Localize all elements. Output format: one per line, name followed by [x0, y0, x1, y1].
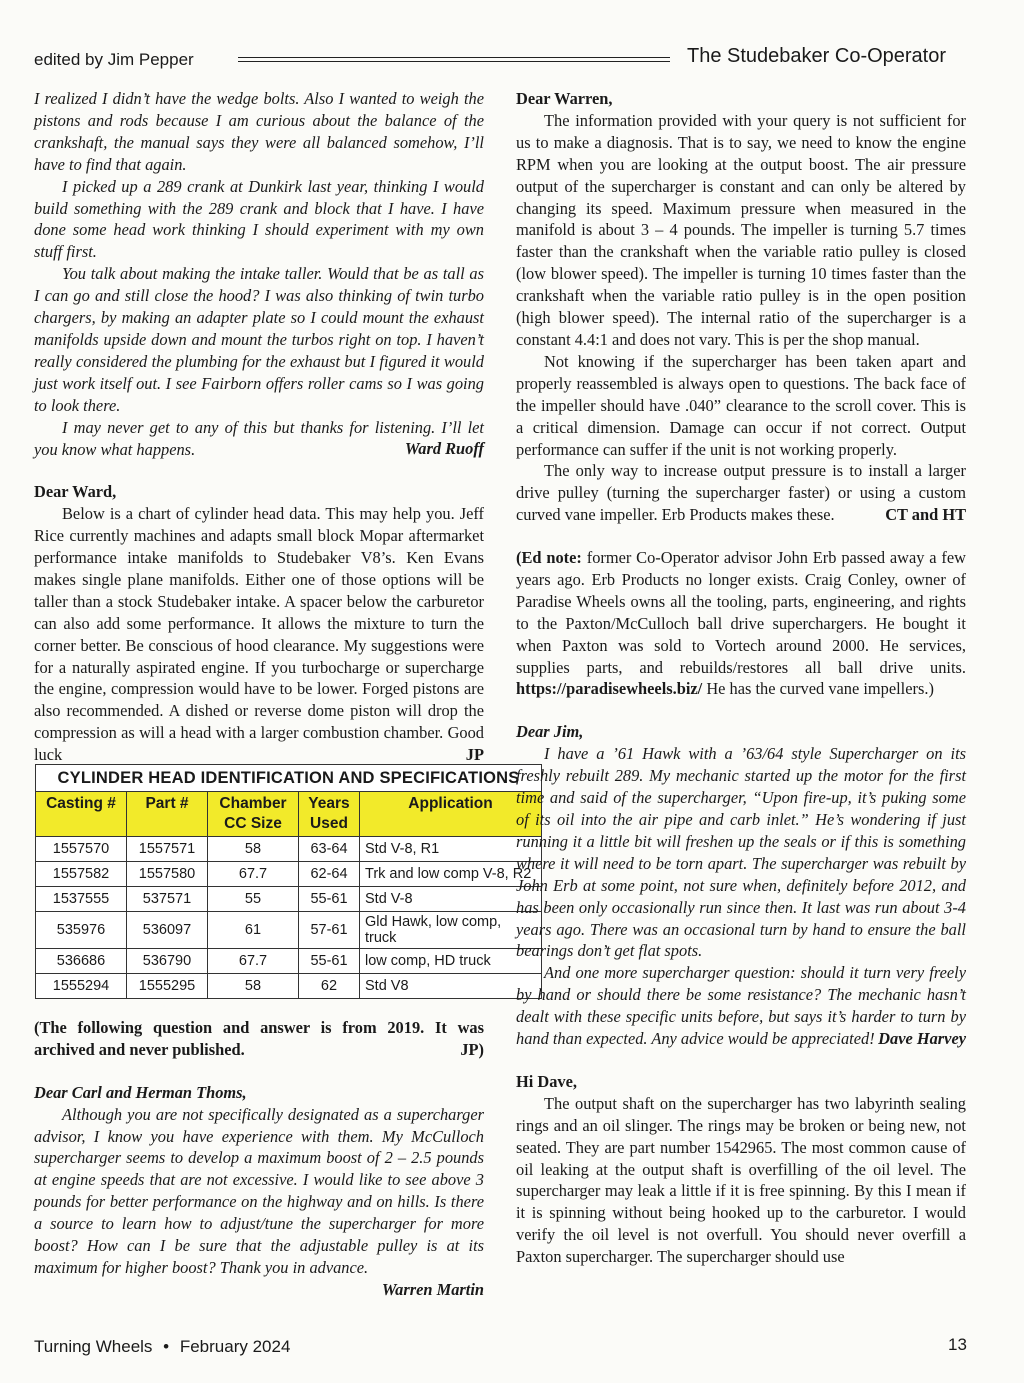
footer-separator: • [163, 1337, 170, 1356]
table-cell: 537571 [127, 887, 208, 912]
archive-note-signature: JP) [460, 1039, 484, 1059]
table-cell: 1537555 [36, 887, 127, 912]
page-number: 13 [948, 1335, 967, 1354]
question-body: Although you are not specifically designated as a supercharger advisor, I know you have experience with them. My McCulloch supercharger seems to develop a maximum boost of 2 – 2.5 pounds at engine speeds that are not excessive. I would like to see above 3 pounds for better performance on the highway and on hills. Is there a source to learn how to adjust/tune the supercharger for more boost? How can I be sure that the adjustable pulley is at its maximum for higher boost? Thank you in advance. [34, 1104, 484, 1277]
answer-body: The output shaft on the supercharger has two labyrinth sealing rings and an oil slinger. The rings may be broken or being new, not seated. They are part number 1542965. The most common cause of oil leaking at the output shaft is overfilling of the oil level. The supercharger may leak a little if it is free spinning. By this I mean if it is spinning without being hooked up to the carburetor. I would verify the oil level is not overfull. You should never overfill a Paxton supercharger. The supercharger should use [516, 1093, 966, 1267]
reply-signature-row [34, 744, 484, 766]
editor-note-tail: He has the curved vane impellers.) [706, 679, 934, 699]
table-cell: Std V-8, R1 [360, 837, 542, 862]
table-cell: 62 [299, 974, 360, 999]
page-footer [34, 1337, 290, 1357]
table-header: Years Used [299, 792, 360, 837]
table-row [36, 837, 542, 862]
table-cell: 55 [208, 887, 299, 912]
question-signature: Warren Martin [381, 1279, 484, 1299]
table-cell: 1557582 [36, 862, 127, 887]
table-header: Part # [127, 792, 208, 837]
table-row [36, 974, 542, 999]
table-header: Application [360, 792, 542, 837]
table-cell: Gld Hawk, low comp, truck [360, 912, 542, 949]
table-cell: 1557580 [127, 862, 208, 887]
paradise-wheels-link[interactable]: https://paradisewheels.biz/ [516, 679, 703, 699]
header-rule [238, 57, 670, 62]
magazine-name: Turning Wheels [34, 1337, 153, 1356]
table-cell: 1557571 [127, 837, 208, 862]
table-title: CYLINDER HEAD IDENTIFICATION AND SPECIFICATIONS [36, 765, 542, 792]
table-row [36, 949, 542, 974]
table-row [36, 912, 542, 949]
table-cell: 57-61 [299, 912, 360, 949]
table-cell: 1555295 [127, 974, 208, 999]
table-cell: 536686 [36, 949, 127, 974]
issue-date: February 2024 [179, 1337, 291, 1356]
table-cell: 535976 [36, 912, 127, 949]
table-cell: 67.7 [208, 862, 299, 887]
answer-paragraph: The only way to increase output pressure is to install a larger drive pulley (turning the supercharger faster) or using a custom curved vane impeller. Erb Products makes these. [516, 461, 966, 525]
table-cell: 536097 [127, 912, 208, 949]
question-signature: Dave Harvey [878, 1028, 966, 1048]
letter-signature: Ward Ruoff [404, 439, 484, 459]
table-cell: 67.7 [208, 949, 299, 974]
editor-credit: edited by Jim Pepper [34, 50, 194, 69]
letter-paragraph: You talk about making the intake taller. Would that be as tall as I can go and still close the hood? I was also thinking of twin turbo chargers, by making an adapter plate so I could mount the exhaust manifolds upside down and mount the turbos right on top. I haven’t really considered the plumbing for the exhaust but I figured it would just work itself out. I see Fairborn offers roller cams so I was going to look there. [34, 264, 484, 415]
cylinder-head-table [35, 764, 542, 999]
editor-note-lead: (Ed note: [516, 548, 582, 568]
reply-salutation: Dear Ward, [34, 482, 117, 502]
letter-paragraph: I picked up a 289 crank at Dunkirk last year, thinking I would build something with the 289 crank and block that I have. I have done some head work thinking I should experiment with my own stuff first. [34, 176, 484, 262]
table-cell: Std V-8 [360, 887, 542, 912]
editor-note [516, 547, 966, 700]
answer-salutation: Hi Dave, [516, 1071, 578, 1091]
table-cell: 58 [208, 837, 299, 862]
answer-signature: CT and HT [885, 505, 966, 525]
reply-body: Below is a chart of cylinder head data. This may help you. Jeff Rice currently machines and adapts small block Mopar aftermarket performance intake manifolds to Studebaker V8’s. Ken Evans makes single plane manifolds. Either one of those options will be taller than a stock Studebaker intake. A spacer below the carburetor can also add some performance. It allows the mixture to turn the corner better. Be conscious of hood clearance. My suggestions were for a naturally aspirated engine. If you turbocharge or supercharge the engine, compression would have to be lower. Forged pistons are also recommended. A dished or reverse dome piston will drop the compression as will a head with a larger combustion chamber. Good luck [34, 504, 484, 765]
left-column-lower [34, 1017, 484, 1301]
letter-paragraph: I realized I didn’t have the wedge bolts. Also I wanted to weigh the pistons and rods because I am curious about the balance of the crankshaft, the manual says they were all balanced somehow, I’ll have to find that again. [34, 89, 484, 174]
question-salutation: Dear Jim, [516, 722, 584, 742]
question-paragraph: And one more supercharger question: should it turn very freely by hand or should there be some resistance? The mechanic hasn’t dealt with these specific units before, but says it’s harder to turn by hand than expected. Any advice would be appreciated! [516, 963, 966, 1049]
question-paragraph: I have a ’61 Hawk with a ’63/64 style Supercharger on its freshly rebuilt 289. My mechanic started up the motor for the first time and said of the supercharger, “Upon fire-up, it’s puking some of its oil into the air pipe and carb inlet.” He’s wondering if just running it a little bit will freshen up the seals or if this is something where it will need to be torn apart. The supercharger was rebuilt by John Erb at some point, not sure when, definitely before 2012, and has been only occasionally run since then. It last was run about 3-4 years ago. There was an occasional turn by hand to ensure the ball bearings don’t get flat spots. [516, 744, 966, 961]
answer-paragraph: The information provided with your query is not sufficient for us to make a diagnosis. That is to say, we need to know the engine RPM when you are looking at the output boost. The air pressure output of the supercharger is constant and can only be altered by changing its speed. Maximum pressure when measured in the manifold is about 3 – 4 pounds. The impeller is turning 5.7 times faster than the crankshaft when the variable ratio pulley is closed (low blower speed). The impeller is turning 10 times faster than the crankshaft when the variable ratio pulley is in the open position (high blower speed). The internal ratio of the supercharger is a constant 4.4:1 and does not vary. This is per the shop manual. [516, 110, 966, 349]
reply-signature: JP [465, 745, 484, 765]
left-column-upper [34, 88, 484, 766]
table-header: Casting # [36, 792, 127, 837]
right-column [516, 88, 966, 1268]
table-cell: Std V8 [360, 974, 542, 999]
table-cell: Trk and low comp V-8, R2 [360, 862, 542, 887]
table-row [36, 887, 542, 912]
table-cell: 63-64 [299, 837, 360, 862]
letter-paragraph: I may never get to any of this but thanks for listening. I’ll let you know what happens. [34, 417, 484, 459]
table-cell: low comp, HD truck [360, 949, 542, 974]
archive-note-text: (The following question and answer is from 2019. It was archived and never published. [34, 1018, 484, 1059]
table-cell: 536790 [127, 949, 208, 974]
column-title: The Studebaker Co-Operator [687, 45, 947, 67]
answer-paragraph: Not knowing if the supercharger has been taken apart and properly reassembled is always open to questions. The back face of the impeller should have .040” clearance to the scroll cover. This is a critical dimension. Damage can occur if not correct. Output performance can suffer if the unit is not working properly. [516, 351, 966, 459]
table-cell: 55-61 [299, 887, 360, 912]
table-cell: 58 [208, 974, 299, 999]
table-cell: 1557570 [36, 837, 127, 862]
table-cell: 55-61 [299, 949, 360, 974]
editor-note-body: former Co-Operator advisor John Erb passed away a few years ago. Erb Products no longer exists. Craig Conley, owner of Paradise Wheels owns all the tooling, parts, engineering, and rights to the Paxton/McCulloch ball drive superchargers. He bought it when Paxton was sold to Vortech around 2000. He services, supplies parts, and rebuilds/restores all ball drive units. [516, 548, 966, 677]
table-header: Chamber CC Size [208, 792, 299, 837]
table-cell: 61 [208, 912, 299, 949]
question-signature-row [34, 1279, 484, 1301]
table-row [36, 862, 542, 887]
question-salutation: Dear Carl and Herman Thoms, [34, 1082, 247, 1102]
answer-salutation: Dear Warren, [516, 89, 613, 108]
table-cell: 1555294 [36, 974, 127, 999]
table-cell: 62-64 [299, 862, 360, 887]
